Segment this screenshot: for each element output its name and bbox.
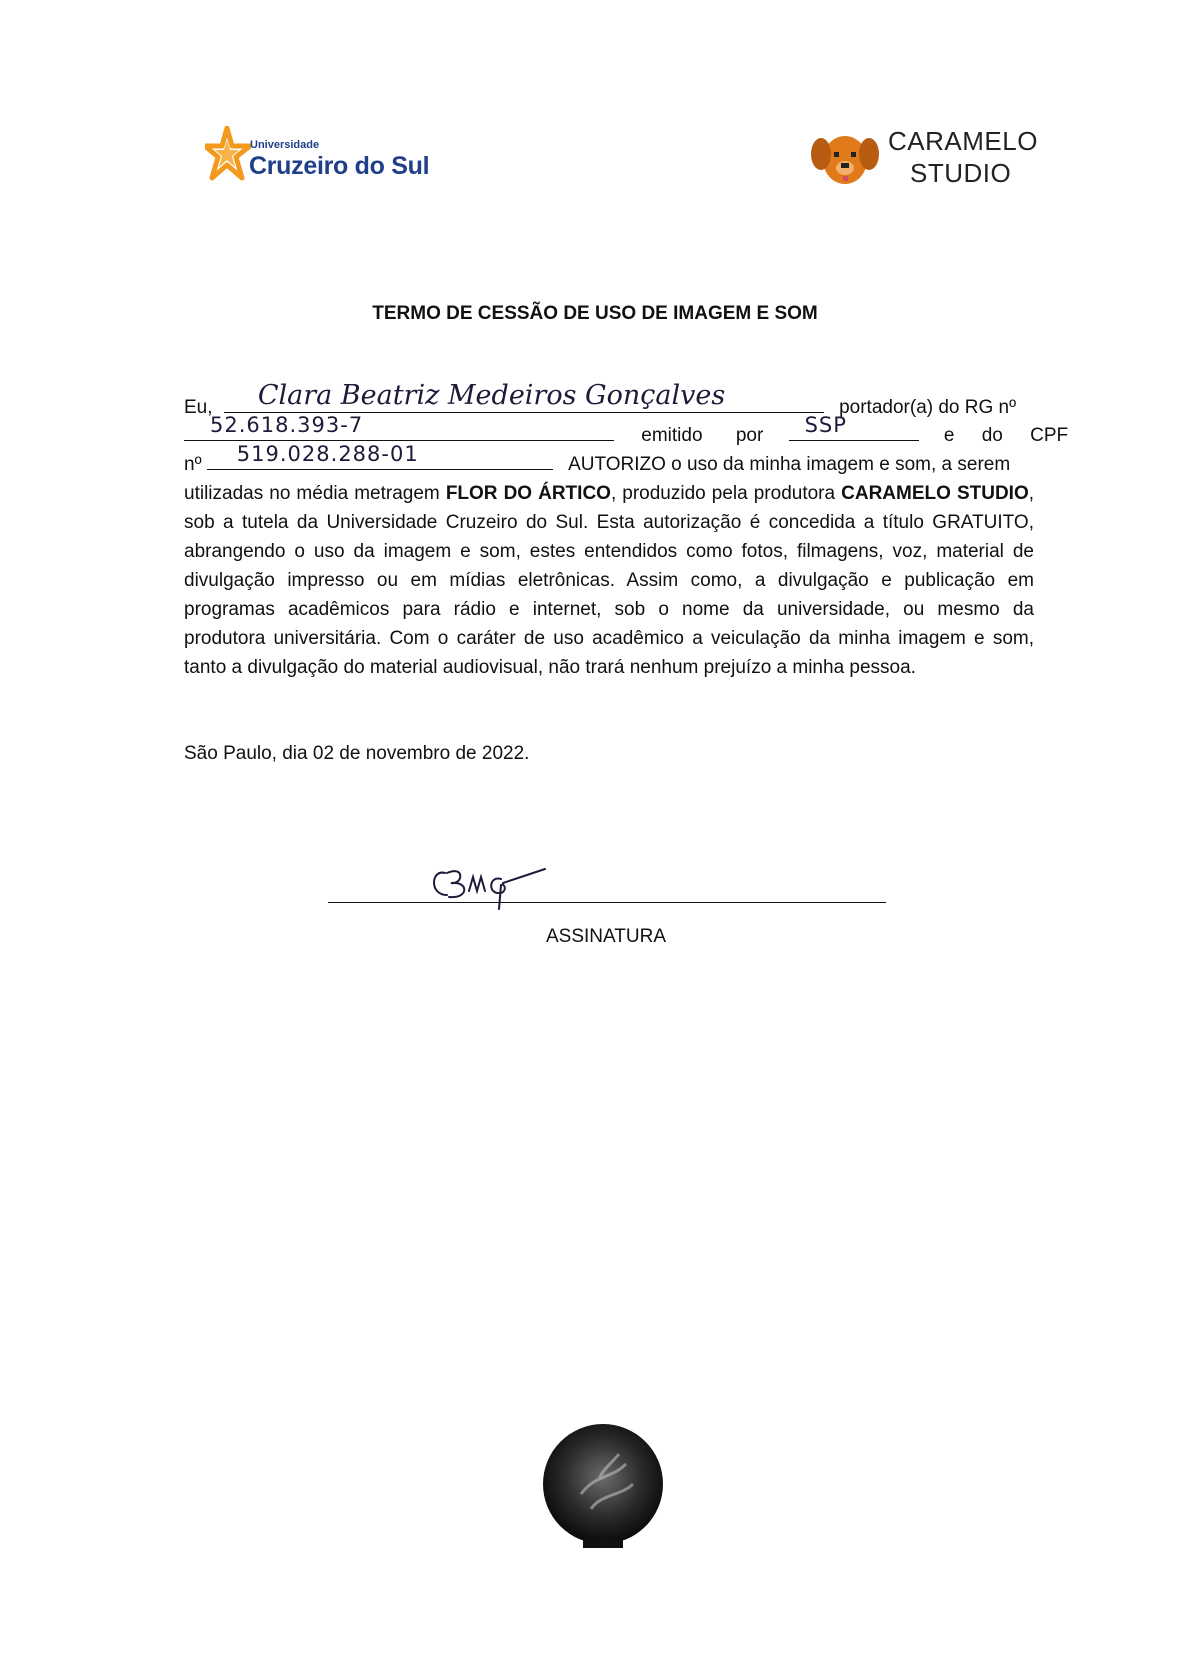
handwritten-cpf: 519.028.288-01 xyxy=(236,442,419,466)
star-logo-icon xyxy=(205,126,251,182)
signature-label-text: ASSINATURA xyxy=(545,926,666,947)
body-line-9: produtora universitária. Com o caráter de uso acadêmico a veiculação da minha imagem e som, xyxy=(184,628,1034,649)
signature-image xyxy=(425,855,565,915)
body-cpf: CPF xyxy=(1030,425,1069,446)
rg-field xyxy=(184,413,614,441)
body-line-7: divulgação impresso ou em mídias eletrônicas. Assim como, a divulgação e publicação em xyxy=(184,570,1034,591)
body-por: por xyxy=(735,425,764,446)
body-do: do xyxy=(981,425,1003,446)
body-rg-label: portador(a) do RG nº xyxy=(839,397,1017,418)
body-line-6: abrangendo o uso da imagem e som, estes entendidos como fotos, filmagens, voz, material de xyxy=(184,541,1034,562)
dog-face-icon xyxy=(810,128,880,188)
caramelo-studio-logo xyxy=(810,126,1070,196)
logo-caramelo-line2: STUDIO xyxy=(910,158,1012,188)
cpf-field xyxy=(207,442,553,470)
seal-image xyxy=(541,1424,671,1554)
body-autorizo: AUTORIZO o uso da minha imagem e som, a serem xyxy=(568,454,1011,475)
body-prefix-no: nº xyxy=(184,454,202,475)
signature-label xyxy=(0,926,1190,948)
handwritten-issuer: SSP xyxy=(804,413,847,437)
body-e: e xyxy=(943,425,955,446)
cruzeiro-do-sul-logo xyxy=(205,126,445,186)
signature-line xyxy=(328,902,886,903)
date-line: São Paulo, dia 02 de novembro de 2022. xyxy=(184,743,530,764)
body-line-8: programas acadêmicos para rádio e internet, sob o nome da universidade, ou mesmo da xyxy=(184,599,1034,620)
body-line-10: tanto a divulgação do material audiovisual, não trará nenhum prejuízo a minha pessoa. xyxy=(184,657,916,678)
body-line-4 xyxy=(184,480,1034,508)
circular-photo-seal xyxy=(541,1424,671,1559)
body-line-3 xyxy=(184,442,1034,479)
logo-university-name: Cruzeiro do Sul xyxy=(249,152,430,180)
body-text: , produzido pela produtora xyxy=(610,483,842,504)
page-title: TERMO DE CESSÃO DE USO DE IMAGEM E SOM xyxy=(372,303,818,324)
body-text: utilizadas no média metragem xyxy=(184,483,446,504)
film-title: FLOR DO ÁRTICO xyxy=(445,483,611,504)
body-emitido: emitido xyxy=(641,425,703,446)
body-line-5: sob a tutela da Universidade Cruzeiro do Sul. Esta autorização é concedida a título GRATUITO, xyxy=(184,512,1034,533)
issuer-field xyxy=(789,413,919,441)
body-prefix-eu: Eu, xyxy=(184,397,213,418)
logo-caramelo-line1: CARAMELO xyxy=(888,126,1038,156)
handwritten-signature xyxy=(425,855,565,920)
studio-name: CARAMELO STUDIO xyxy=(841,483,1029,504)
logo-university-label: Universidade xyxy=(250,139,320,151)
handwritten-rg: 52.618.393-7 xyxy=(210,413,364,437)
body-text: , xyxy=(1028,483,1034,504)
handwritten-name: Clara Beatriz Medeiros Gonçalves xyxy=(257,380,726,411)
